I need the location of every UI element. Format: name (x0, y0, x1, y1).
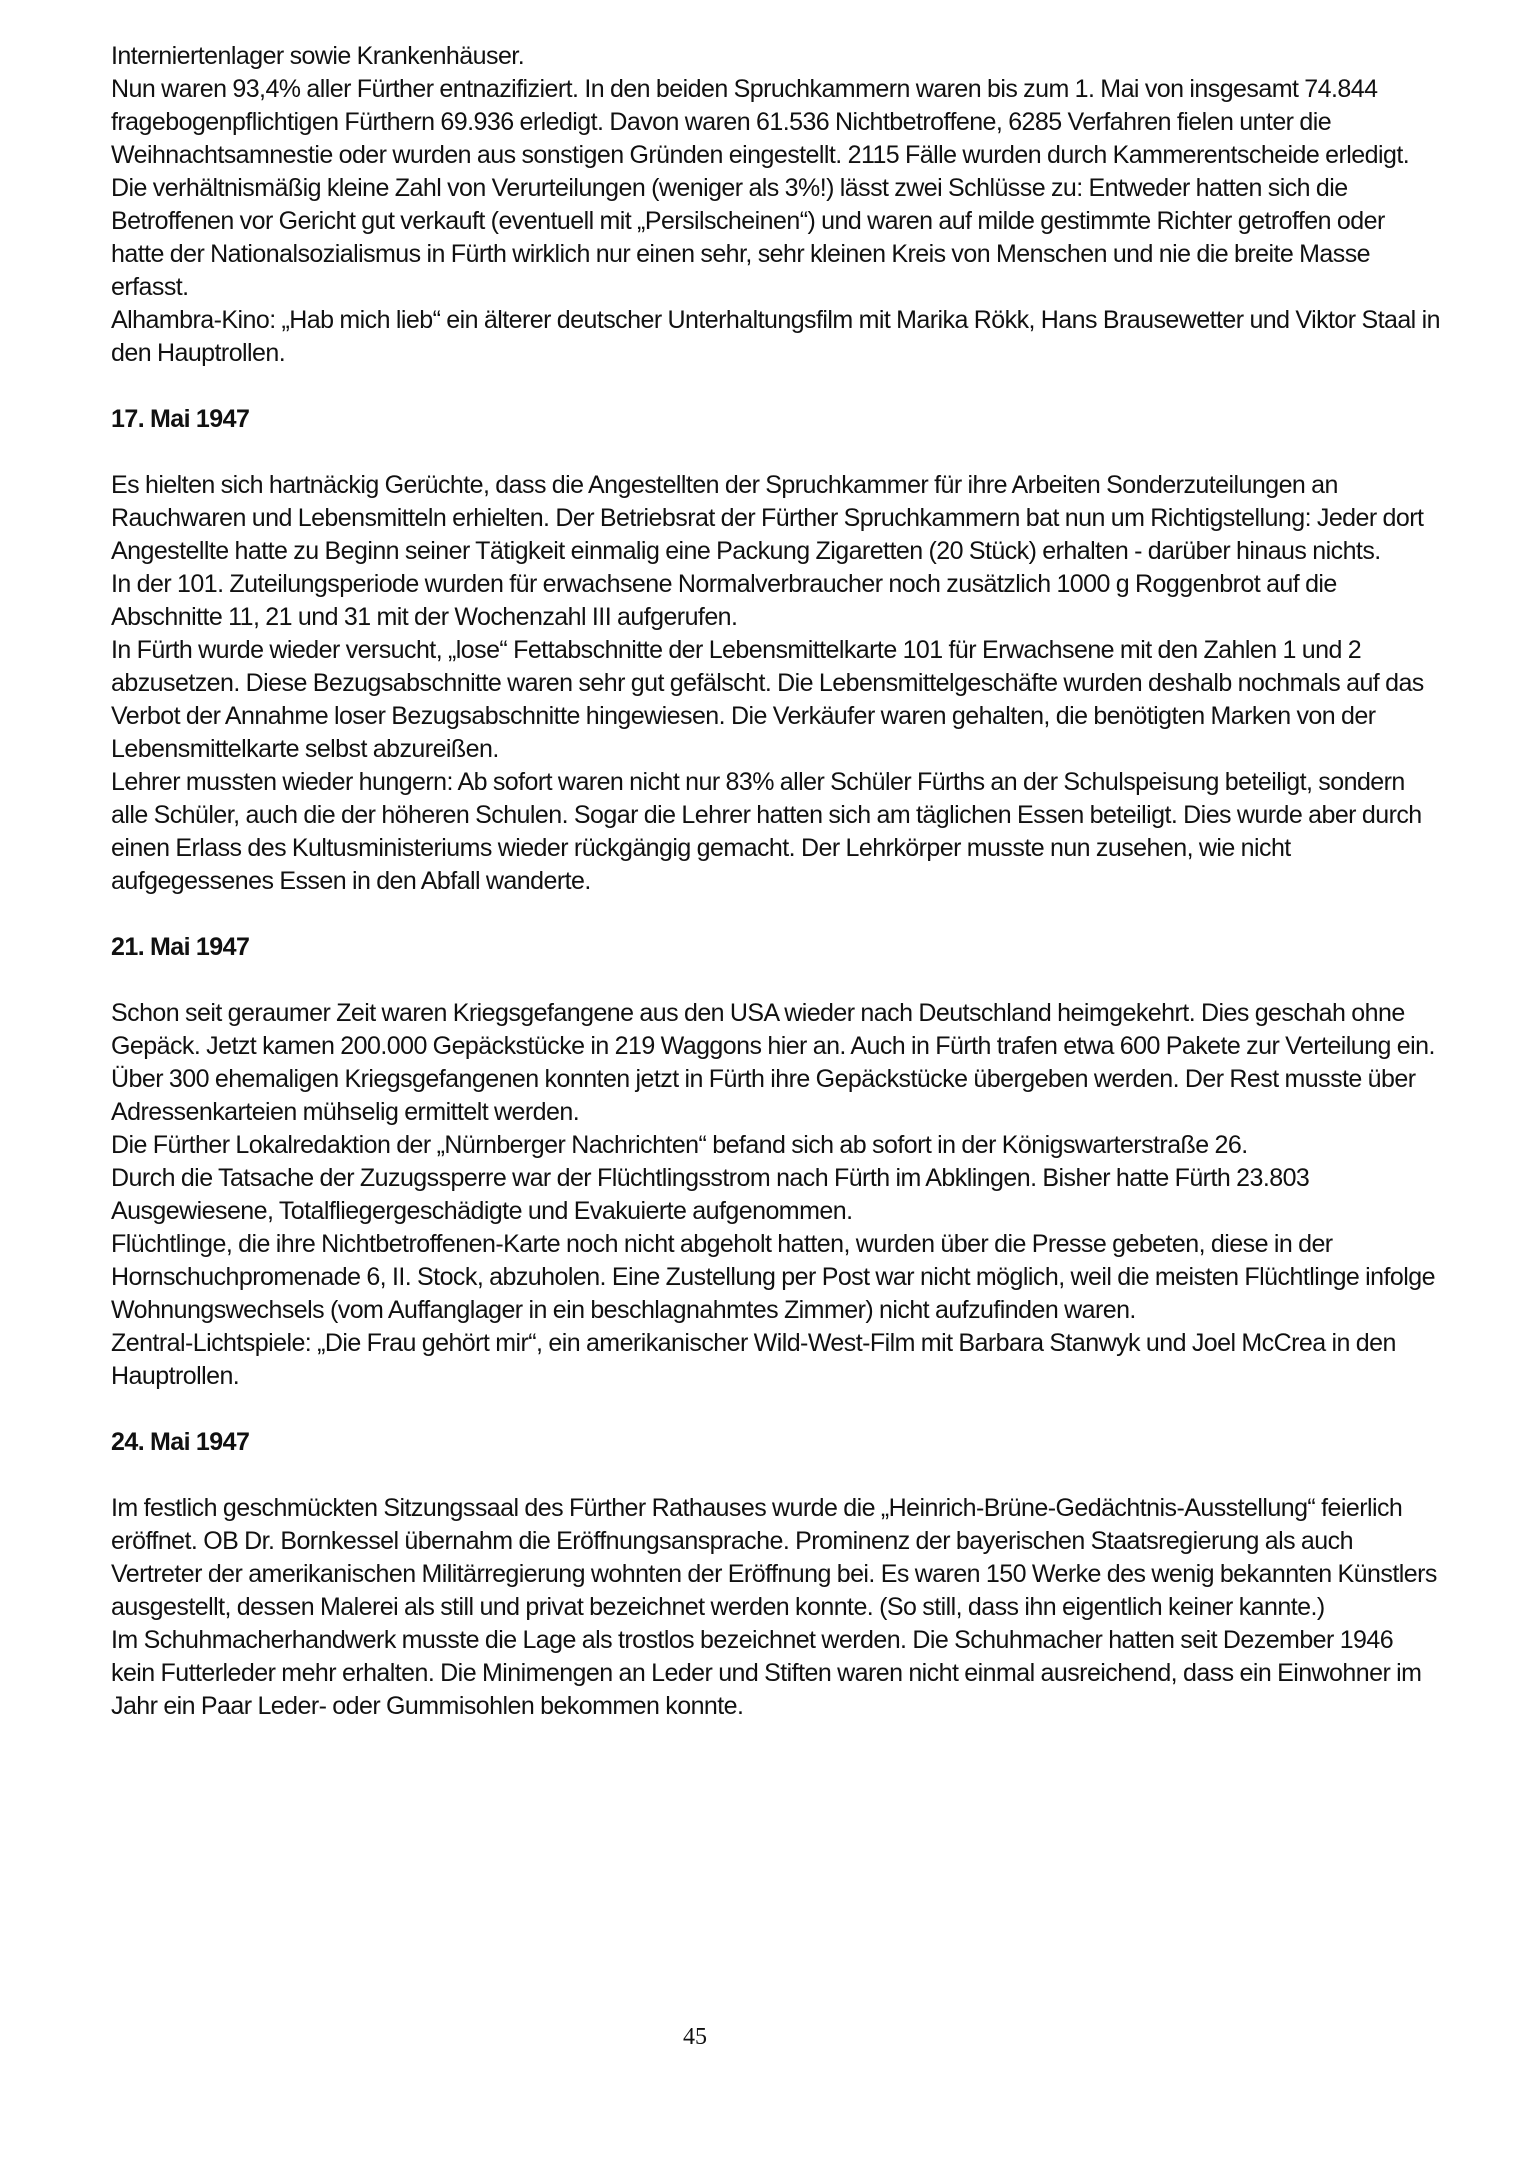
paragraph: Alhambra-Kino: „Hab mich lieb“ ein älterer deutscher Unterhaltungsfilm mit Marika Rökk, Hans Brausewetter und Viktor Staal in den Hauptrollen. (111, 306, 1440, 367)
section-21-mai (111, 931, 1441, 1393)
section-17-mai (111, 403, 1441, 898)
section-heading: 24. Mai 1947 (111, 1428, 250, 1456)
paragraph: Es hielten sich hartnäckig Gerüchte, dass die Angestellten der Spruchkammer für ihre Arbeiten Sonderzuteilungen an Rauchwaren und Lebensmitteln erhielten. Der Betriebsrat der Fürther Spruchkammern bat nun um Richtigstellung: Jeder dort Angestellte hatte zu Beginn seiner Tätigkeit einmalig eine Packung Zigaretten (20 Stück) erhalten - darüber hinaus nichts. (111, 471, 1424, 565)
paragraph: Nun waren 93,4% aller Fürther entnazifiziert. In den beiden Spruchkammern waren bis zum 1. Mai von insgesamt 74.844 fragebogenpflichtigen Fürthern 69.936 erledigt. Davon waren 61.536 Nichtbetroffene, 6285 Verfahren fielen unter die Weihnachtsamnestie oder wurden aus sonstigen Gründen eingestellt. 2115 Fälle wurden durch Kammerentscheide erledigt. Die verhältnismäßig kleine Zahl von Verurteilungen (weniger als 3%!) lässt zwei Schlüsse zu: Entweder hatten sich die Betroffenen vor Gericht gut verkauft (eventuell mit „Persilscheinen“) und waren auf milde gestimmte Richter getroffen oder hatte der Nationalsozialismus in Fürth wirklich nur einen sehr, sehr kleinen Kreis von Menschen und nie die breite Masse erfasst. (111, 75, 1410, 301)
paragraph: Zentral-Lichtspiele: „Die Frau gehört mir“, ein amerikanischer Wild-West-Film mit Barbara Stanwyk und Joel McCrea in den Hauptrollen. (111, 1329, 1396, 1390)
paragraph: Flüchtlinge, die ihre Nichtbetroffenen-Karte noch nicht abgeholt hatten, wurden über die Presse gebeten, diese in der Hornschuchpromenade 6, II. Stock, abzuholen. Eine Zustellung per Post war nicht möglich, weil die meisten Flüchtlinge infolge Wohnungswechsels (vom Auffanglager in ein beschlagnahmtes Zimmer) nicht aufzufinden waren. (111, 1230, 1435, 1324)
document-page (111, 40, 1441, 1723)
paragraph: Durch die Tatsache der Zuzugssperre war der Flüchtlingsstrom nach Fürth im Abklingen. Bisher hatte Fürth 23.803 Ausgewiesene, Totalfliegergeschädigte und Evakuierte aufgenommen. (111, 1164, 1310, 1225)
paragraph: In Fürth wurde wieder versucht, „lose“ Fettabschnitte der Lebensmittelkarte 101 für Erwachsene mit den Zahlen 1 und 2 abzusetzen. Diese Bezugsabschnitte waren sehr gut gefälscht. Die Lebensmittelgeschäfte wurden deshalb nochmals auf das Verbot der Annahme loser Bezugsabschnitte hingewiesen. Die Verkäufer waren gehalten, die benötigten Marken von der Lebensmittelkarte selbst abzureißen. (111, 636, 1424, 763)
section-24-mai (111, 1426, 1441, 1723)
paragraph: Interniertenlager sowie Krankenhäuser. (111, 42, 525, 70)
section-heading: 21. Mai 1947 (111, 933, 250, 961)
page-number: 45 (683, 2024, 707, 2050)
paragraph: Im Schuhmacherhandwerk musste die Lage als trostlos bezeichnet werden. Die Schuhmacher hatten seit Dezember 1946 kein Futterleder mehr erhalten. Die Minimengen an Leder und Stiften waren nicht einmal ausreichend, dass ein Einwohner im Jahr ein Paar Leder- oder Gummisohlen bekommen konnte. (111, 1626, 1422, 1720)
paragraph: In der 101. Zuteilungsperiode wurden für erwachsene Normalverbraucher noch zusätzlich 1000 g Roggenbrot auf die Abschnitte 11, 21 und 31 mit der Wochenzahl III aufgerufen. (111, 570, 1337, 631)
paragraph: Schon seit geraumer Zeit waren Kriegsgefangene aus den USA wieder nach Deutschland heimgekehrt. Dies geschah ohne Gepäck. Jetzt kamen 200.000 Gepäckstücke in 219 Waggons hier an. Auch in Fürth trafen etwa 600 Pakete zur Verteilung ein. Über 300 ehemaligen Kriegsgefangenen konnten jetzt in Fürth ihre Gepäckstücke übergeben werden. Der Rest musste über Adressenkarteien mühselig ermittelt werden. (111, 999, 1435, 1126)
paragraph: Im festlich geschmückten Sitzungssaal des Fürther Rathauses wurde die „Heinrich-Brüne-Gedächtnis-Ausstellung“ feierlich eröffnet. OB Dr. Bornkessel übernahm die Eröffnungsansprache. Prominenz der bayerischen Staatsregierung als auch Vertreter der amerikanischen Militärregierung wohnten der Eröffnung bei. Es waren 150 Werke des wenig bekannten Künstlers ausgestellt, dessen Malerei als still und privat bezeichnet werden konnte. (So still, dass ihn eigentlich keiner kannte.) (111, 1494, 1437, 1621)
paragraph: Lehrer mussten wieder hungern: Ab sofort waren nicht nur 83% aller Schüler Fürths an der Schulspeisung beteiligt, sondern alle Schüler, auch die der höheren Schulen. Sogar die Lehrer hatten sich am täglichen Essen beteiligt. Dies wurde aber durch einen Erlass des Kultusministeriums wieder rückgängig gemacht. Der Lehrkörper musste nun zusehen, wie nicht aufgegessenes Essen in den Abfall wanderte. (111, 768, 1422, 895)
paragraph: Die Fürther Lokalredaktion der „Nürnberger Nachrichten“ befand sich ab sofort in der Königswarterstraße 26. (111, 1131, 1248, 1159)
section-heading: 17. Mai 1947 (111, 405, 250, 433)
